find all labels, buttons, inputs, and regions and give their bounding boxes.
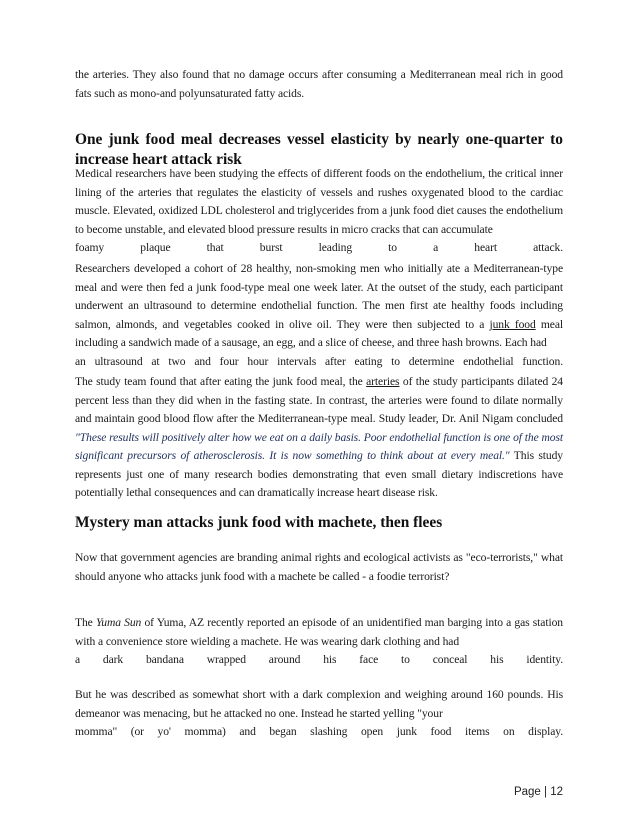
article-1-paragraph-2-body [75,260,563,353]
article-2-paragraph-3-body: But he was described as somewhat short with a dark complexion and weighing around 160 pounds. His demeanor was menacing, but he attacked no one. Instead he started yelling "your [75,688,563,720]
article-2-paragraph-3-last-line: momma" (or yo' momma) and began slashing open junk food items on display. [75,725,563,738]
article-2-paragraph-1-body: Now that government agencies are branding animal rights and ecological activists as "eco-terrorists," what should anyone who attacks junk food with a machete be called - a foodie terrorist? [75,551,563,583]
junk-food-link[interactable]: junk food [489,317,536,331]
article-1-paragraph-1 [75,165,563,258]
article-2-paragraph-2-text-b: of Yuma, AZ recently reported an episode of an unidentified man barging into a gas station with a convenience store wielding a machete. He was wearing dark clothing and had [75,616,563,648]
article-2-paragraph-2-text-a: The [75,616,93,629]
article-2-paragraph-2-body [75,614,563,651]
article-1-heading-line-1: One junk food meal decreases vessel elasticity by nearly one-quarter to [75,131,563,148]
article-1-heading [75,130,563,169]
dr-nigam-quote: "These results will positively alter how we eat on a daily basis. Poor endothelial function is one of the most significant precursors of atherosclerosis. It is now something to think about at every meal." [75,430,563,462]
article-2-heading [75,513,563,533]
arteries-link[interactable]: arteries [366,375,400,388]
article-1-paragraph-3 [75,373,563,503]
article-2-heading-text: Mystery man attacks junk food with machete, then flees [75,514,443,531]
article-1-paragraph-2-last-line: an ultrasound at two and four hour intervals after eating to determine endothelial function. [75,354,563,368]
intro-line-2: fats such as mono-and polyunsaturated fatty acids. [75,86,305,100]
article-1-heading-line-2: increase heart attack risk [75,150,242,168]
article-1-paragraph-2 [75,260,563,371]
intro-line-1: the arteries. They also found that no damage occurs after consuming a Mediterranean meal rich in good [75,68,563,81]
article-2-paragraph-3 [75,686,563,742]
article-1-paragraph-1-body: Medical researchers have been studying the effects of different foods on the endothelium, the critical inner lining of the arteries that regulates the elasticity of vessels and rushes oxygenated blood to the cardiac muscle. Elevated, oxidized LDL cholesterol and triglycerides from a junk food diet causes the endothelium to become unstable, and elevated blood pressure results in micro cracks that can accumulate [75,167,563,236]
page-number: Page | 12 [513,786,563,798]
article-1-paragraph-3-text-b: of the study participants dilated 24 percent less than they did when in the fasting state. In contrast, the arteries were found to dilate normally and maintain good blood flow after the Mediterranean-type meal. Study leader, Dr. Anil Nigam concluded [75,375,563,425]
article-1-paragraph-3-text-c: This study represents just one of many research bodies demonstrating that even small dietary indiscretions have potentially lethal consequences and can dramatically increase heart disease risk. [75,449,563,499]
article-2-paragraph-1 [75,549,563,586]
article-1-paragraph-1-last-line: foamy plaque that burst leading to a heart attack. [75,241,563,254]
article-1-paragraph-3-text-a: The study team found that after eating the junk food meal, the [75,375,363,388]
yuma-sun-source: Yuma Sun [95,616,142,629]
article-1-paragraph-2-text-a: Researchers developed a cohort of 28 healthy, non-smoking men who initially ate a Mediterranean-type meal and were then fed a junk food-type meal one week later. At the outset of the study, each participant underwent an ultrasound to determine endothelial function. The men first ate healthy foods including salmon, almonds, and vegetables cooked in olive oil. They were then subjected to a [75,262,563,331]
article-1-paragraph-2-text-b: meal including a sandwich made of a sausage, an egg, and a slice of cheese, and three hash browns. Each had [75,317,563,349]
article-2-paragraph-2 [75,614,563,670]
article-2-paragraph-2-last-line: a dark bandana wrapped around his face to conceal his identity. [75,653,563,666]
article-1-paragraph-3-body [75,373,563,503]
intro-paragraph [75,66,563,103]
